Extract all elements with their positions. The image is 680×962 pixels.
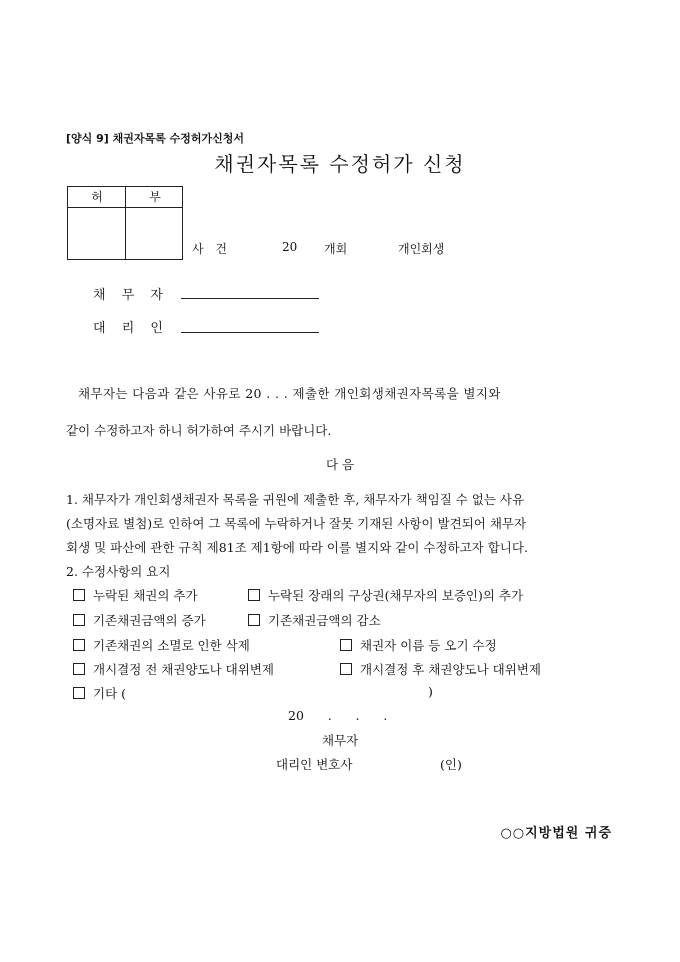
case-number-label: 개회 bbox=[324, 242, 348, 256]
option-label: 기존채권금액의 증가 bbox=[93, 613, 206, 628]
approval-box bbox=[67, 186, 183, 260]
checkbox[interactable] bbox=[73, 687, 85, 699]
debtor-label: 채 무 자 bbox=[93, 288, 169, 303]
checkbox[interactable] bbox=[73, 614, 85, 626]
option-other[interactable] bbox=[73, 684, 126, 702]
checkbox[interactable] bbox=[73, 663, 85, 675]
intro-line-2: 같이 수정하고자 하니 허가하여 주시기 바랍니다. bbox=[66, 423, 332, 438]
seal-mark: (인) bbox=[440, 757, 462, 772]
option-label: 개시결정 전 채권양도나 대위변제 bbox=[93, 662, 274, 677]
checkbox[interactable] bbox=[248, 589, 260, 601]
debtor-signature-line[interactable] bbox=[181, 298, 319, 299]
checkbox[interactable] bbox=[248, 614, 260, 626]
intro-line-1: 채무자는 다음과 같은 사유로 20 . . . 제출한 개인회생채권자목록을 별지와 bbox=[78, 386, 501, 401]
option-label: 기존채권의 소멸로 인한 삭제 bbox=[93, 638, 250, 653]
option-label: 기존채권금액의 감소 bbox=[268, 613, 381, 628]
approval-allow-label: 허 bbox=[91, 190, 103, 204]
option-delete-extinguished[interactable] bbox=[73, 636, 250, 654]
approval-deny-label: 부 bbox=[149, 190, 161, 204]
approval-divider-v bbox=[125, 187, 126, 259]
page-title: 채권자목록 수정허가 신청 bbox=[214, 152, 466, 176]
item2-title: 2. 수정사항의 요지 bbox=[66, 564, 171, 579]
option-transfer-after[interactable] bbox=[340, 660, 541, 678]
option-label: 개시결정 후 채권양도나 대위변제 bbox=[360, 662, 541, 677]
option-increase-amount[interactable] bbox=[73, 611, 206, 629]
case-type: 개인회생 bbox=[398, 242, 445, 256]
item1-line-2: (소명자료 별첨)로 인하여 그 목록에 누락하거나 잘못 기재된 사항이 발견되어 채무자 bbox=[66, 516, 527, 531]
case-year: 20 bbox=[282, 240, 298, 254]
checkbox[interactable] bbox=[340, 663, 352, 675]
item1-line-1: 1. 채무자가 개인회생채권자 목록을 귀원에 제출한 후, 채무자가 책임질 수 없는 사유 bbox=[66, 492, 525, 507]
option-transfer-before[interactable] bbox=[73, 660, 274, 678]
checkbox[interactable] bbox=[73, 589, 85, 601]
option-other-close: ) bbox=[428, 684, 433, 699]
option-label: 누락된 채권의 추가 bbox=[93, 588, 198, 603]
option-fix-name-typo[interactable] bbox=[340, 636, 497, 654]
section-heading: 다 음 bbox=[325, 457, 355, 472]
option-decrease-amount[interactable] bbox=[248, 611, 381, 629]
option-add-missing-claim[interactable] bbox=[73, 586, 198, 604]
court-addressee: ○○지방법원 귀중 bbox=[500, 826, 612, 841]
sign-agent-label: 대리인 변호사 bbox=[276, 757, 353, 772]
option-label: 기타 ( bbox=[93, 686, 127, 701]
option-label: 누락된 장래의 구상권(채무자의 보증인)의 추가 bbox=[268, 588, 524, 603]
checkbox[interactable] bbox=[340, 639, 352, 651]
case-label: 사 건 bbox=[192, 242, 231, 256]
option-label: 채권자 이름 등 오기 수정 bbox=[360, 638, 497, 653]
form-label: [양식 9] 채권자목록 수정허가신청서 bbox=[66, 132, 244, 145]
checkbox[interactable] bbox=[73, 639, 85, 651]
filing-date: 20 . . . bbox=[288, 708, 388, 723]
sign-debtor-label: 채무자 bbox=[322, 733, 359, 748]
item1-line-3: 회생 및 파산에 관한 규칙 제81조 제1항에 따라 이를 별지와 같이 수정하고자 합니다. bbox=[66, 540, 528, 555]
option-add-future-recourse[interactable] bbox=[248, 586, 523, 604]
agent-signature-line[interactable] bbox=[181, 332, 319, 333]
agent-label: 대 리 인 bbox=[93, 321, 169, 336]
